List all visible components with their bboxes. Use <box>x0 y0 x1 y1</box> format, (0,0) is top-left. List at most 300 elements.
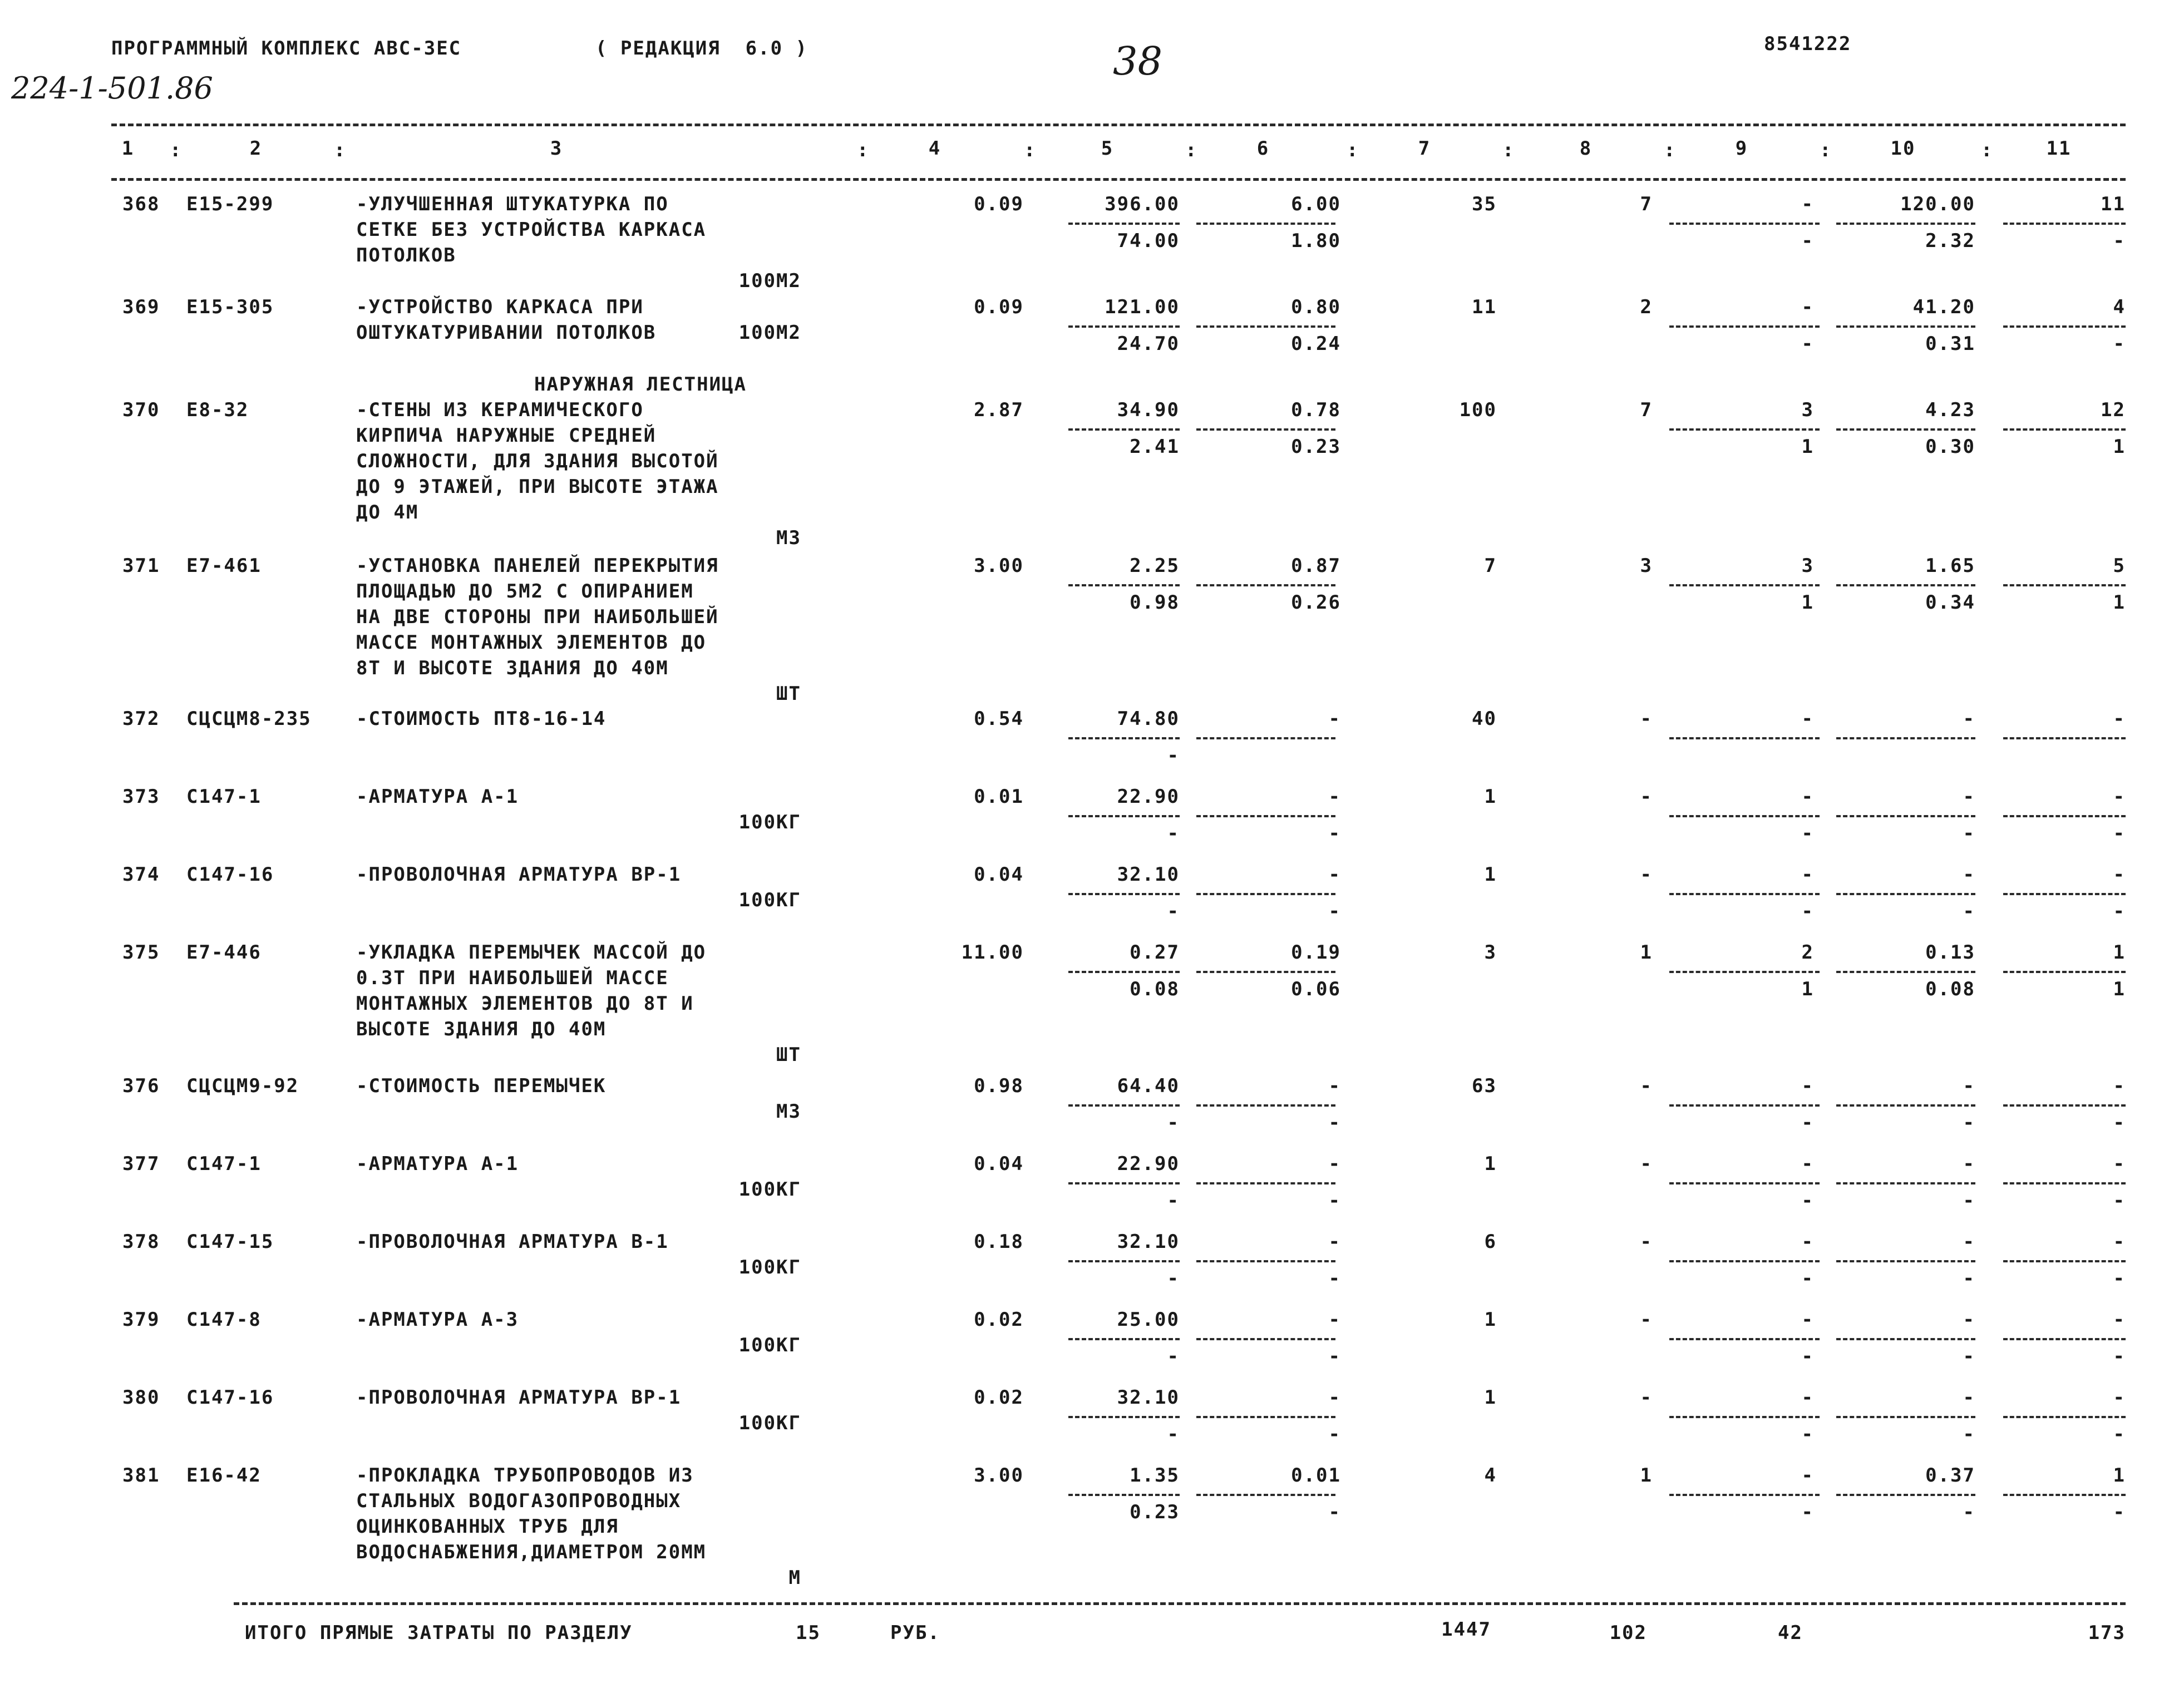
col6-secondary: 1.80 <box>1291 230 1341 252</box>
row-description-line: -ПРОКЛАДКА ТРУБОПРОВОДОВ ИЗ <box>356 1464 694 1487</box>
col7-value: 1 <box>1484 1153 1497 1175</box>
row-description-line: КИРПИЧА НАРУЖНЫЕ СРЕДНЕЙ <box>356 424 657 447</box>
cost-subrule <box>1068 428 1180 431</box>
row-description-line: -ПРОВОЛОЧНАЯ АРМАТУРА ВР-1 <box>356 1386 682 1409</box>
col4-value: 2.87 <box>974 399 1024 421</box>
col4-value: 3.00 <box>974 555 1024 577</box>
col9-secondary: 1 <box>1801 978 1814 1000</box>
row-number: 373 <box>122 786 160 808</box>
col6-value: - <box>1328 1231 1341 1253</box>
row-description-line: -АРМАТУРА А-1 <box>356 1153 519 1175</box>
col5-value: 32.10 <box>1117 1386 1180 1409</box>
col5-secondary: - <box>1167 822 1180 845</box>
cost-subrule <box>1836 428 1975 431</box>
col11-secondary: - <box>2113 822 2126 845</box>
column-header: 6 <box>1256 137 1270 160</box>
cost-subrule <box>1836 584 1975 586</box>
cost-subrule <box>1669 1416 1820 1418</box>
col9-value: - <box>1801 786 1814 808</box>
col4-value: 0.09 <box>974 193 1024 215</box>
row-code: СЦСЦМ8-235 <box>186 708 312 730</box>
col11-value: 11 <box>2101 193 2126 215</box>
col6-value: - <box>1328 1075 1341 1097</box>
row-number: 375 <box>122 941 160 964</box>
column-header: 3 <box>550 137 563 160</box>
col6-secondary: - <box>1328 1501 1341 1523</box>
col9-value: - <box>1801 708 1814 730</box>
col6-value: - <box>1328 1309 1341 1331</box>
col7-value: 1 <box>1484 1386 1497 1409</box>
col11-value: - <box>2113 1231 2126 1253</box>
row-unit: 100КГ <box>738 1334 801 1356</box>
col6-secondary: 0.06 <box>1291 978 1341 1000</box>
col10-secondary: 0.31 <box>1925 333 1975 355</box>
col6-value: 6.00 <box>1291 193 1341 215</box>
cost-subrule <box>2003 428 2126 431</box>
col10-value: - <box>1963 1153 1975 1175</box>
column-header: 11 <box>2046 137 2072 160</box>
col10-secondary: - <box>1963 1267 1975 1290</box>
col5-secondary: - <box>1167 1112 1180 1134</box>
column-header: 7 <box>1418 137 1431 160</box>
col7-value: 1 <box>1484 863 1497 886</box>
col11-secondary: - <box>2113 1112 2126 1134</box>
col5-secondary: 74.00 <box>1117 230 1180 252</box>
row-description-line: СТАЛЬНЫХ ВОДОГАЗОПРОВОДНЫХ <box>356 1490 682 1512</box>
cost-subrule <box>1836 737 1975 739</box>
row-description-line: -СТЕНЫ ИЗ КЕРАМИЧЕСКОГО <box>356 399 644 421</box>
cost-subrule <box>1196 1260 1335 1262</box>
header-rule-top <box>111 124 2126 126</box>
col10-value: 41.20 <box>1912 296 1975 318</box>
column-separator: : <box>1502 139 1514 161</box>
col9-value: - <box>1801 1153 1814 1175</box>
column-separator: : <box>334 139 346 161</box>
col5-secondary: - <box>1167 1267 1180 1290</box>
row-code: Е7-461 <box>186 555 262 577</box>
col5-secondary: 0.98 <box>1130 591 1180 614</box>
cost-subrule <box>1196 971 1335 973</box>
col6-value: 0.80 <box>1291 296 1341 318</box>
col5-secondary: - <box>1167 1189 1180 1212</box>
col5-value: 0.27 <box>1130 941 1180 964</box>
col10-secondary: - <box>1963 1501 1975 1523</box>
cost-subrule <box>1836 1338 1975 1340</box>
col5-value: 22.90 <box>1117 786 1180 808</box>
row-unit: ШТ <box>776 1044 801 1066</box>
col6-secondary: 0.23 <box>1291 436 1341 458</box>
row-number: 380 <box>122 1386 160 1409</box>
cost-subrule <box>1836 971 1975 973</box>
col5-value: 121.00 <box>1105 296 1180 318</box>
row-description-line: -СТОИМОСТЬ ПТ8-16-14 <box>356 708 607 730</box>
col11-value: - <box>2113 1075 2126 1097</box>
col5-secondary: 0.08 <box>1130 978 1180 1000</box>
col5-secondary: 0.23 <box>1130 1501 1180 1523</box>
row-unit: М3 <box>776 527 801 549</box>
cost-subrule <box>1836 1416 1975 1418</box>
col10-secondary: 2.32 <box>1925 230 1975 252</box>
col9-value: - <box>1801 1464 1814 1487</box>
col6-secondary: - <box>1328 1267 1341 1290</box>
cost-subrule <box>1196 1494 1335 1496</box>
col10-value: 1.65 <box>1925 555 1975 577</box>
col5-value: 32.10 <box>1117 1231 1180 1253</box>
column-separator: : <box>1185 139 1197 161</box>
row-unit: 100КГ <box>738 811 801 833</box>
row-description-line: -СТОИМОСТЬ ПЕРЕМЫЧЕК <box>356 1075 607 1097</box>
cost-subrule <box>1836 223 1975 225</box>
col10-secondary: - <box>1963 1423 1975 1445</box>
col9-secondary: - <box>1801 333 1814 355</box>
row-number: 370 <box>122 399 160 421</box>
row-description-line: -УСТРОЙСТВО КАРКАСА ПРИ <box>356 296 644 318</box>
cost-subrule <box>1669 1494 1820 1496</box>
row-code: СЦСЦМ9-92 <box>186 1075 299 1097</box>
col6-value: - <box>1328 1386 1341 1409</box>
column-header: 4 <box>928 137 941 160</box>
col11-secondary: - <box>2113 900 2126 922</box>
col4-value: 0.04 <box>974 1153 1024 1175</box>
col8-value: 7 <box>1640 399 1653 421</box>
cost-subrule <box>1196 1416 1335 1418</box>
cost-subrule <box>1669 893 1820 895</box>
column-separator: : <box>1664 139 1675 161</box>
col8-value: 1 <box>1640 941 1653 964</box>
col9-value: - <box>1801 193 1814 215</box>
col11-value: - <box>2113 708 2126 730</box>
row-description-line: МАССЕ МОНТАЖНЫХ ЭЛЕМЕНТОВ ДО <box>356 631 707 654</box>
total-rule-top <box>234 1602 2126 1605</box>
col6-value: - <box>1328 708 1341 730</box>
col5-value: 396.00 <box>1105 193 1180 215</box>
col9-secondary: - <box>1801 1189 1814 1212</box>
cost-subrule <box>1196 893 1335 895</box>
col5-value: 74.80 <box>1117 708 1180 730</box>
row-unit: 100КГ <box>738 1256 801 1278</box>
cost-subrule <box>1068 1494 1180 1496</box>
total-section: 15 <box>796 1622 821 1644</box>
cost-subrule <box>1669 1182 1820 1184</box>
col9-value: - <box>1801 1309 1814 1331</box>
col11-value: 1 <box>2113 941 2126 964</box>
cost-subrule <box>1196 815 1335 817</box>
col10-value: 0.13 <box>1925 941 1975 964</box>
row-number: 369 <box>122 296 160 318</box>
cost-subrule <box>1068 325 1180 328</box>
cost-subrule <box>2003 1494 2126 1496</box>
cost-subrule <box>1068 1338 1180 1340</box>
col6-secondary: - <box>1328 1189 1341 1212</box>
col6-secondary: - <box>1328 1345 1341 1368</box>
cost-subrule <box>1196 428 1335 431</box>
col5-secondary: - <box>1167 1423 1180 1445</box>
total-currency: РУБ. <box>890 1622 940 1644</box>
row-code: Е8-32 <box>186 399 249 421</box>
cost-subrule <box>1669 428 1820 431</box>
column-separator: : <box>1981 139 1993 161</box>
col11-value: 12 <box>2101 399 2126 421</box>
col7-value: 40 <box>1472 708 1497 730</box>
col5-value: 22.90 <box>1117 1153 1180 1175</box>
row-unit: 100КГ <box>738 889 801 911</box>
row-code: С147-16 <box>186 863 274 886</box>
row-number: 372 <box>122 708 160 730</box>
cost-subrule <box>1068 223 1180 225</box>
col7-value: 6 <box>1484 1231 1497 1253</box>
col11-value: - <box>2113 786 2126 808</box>
cost-subrule <box>1836 1260 1975 1262</box>
column-header: 8 <box>1579 137 1593 160</box>
col9-value: - <box>1801 863 1814 886</box>
cost-subrule <box>2003 223 2126 225</box>
col6-secondary: - <box>1328 900 1341 922</box>
row-description-line: МОНТАЖНЫХ ЭЛЕМЕНТОВ ДО 8Т И <box>356 993 694 1015</box>
col11-value: 5 <box>2113 555 2126 577</box>
col6-value: - <box>1328 786 1341 808</box>
col6-secondary: 0.26 <box>1291 591 1341 614</box>
cost-subrule <box>2003 1338 2126 1340</box>
col10-secondary: - <box>1963 1189 1975 1212</box>
column-header: 1 <box>121 137 135 160</box>
cost-subrule <box>1669 1338 1820 1340</box>
col8-value: 7 <box>1640 193 1653 215</box>
col10-value: 0.37 <box>1925 1464 1975 1487</box>
section-heading: НАРУЖНАЯ ЛЕСТНИЦА <box>534 373 747 396</box>
col4-value: 0.04 <box>974 863 1024 886</box>
row-unit: 100М2 <box>738 322 801 344</box>
program-title: ПРОГРАММНЫЙ КОМПЛЕКС АВС-ЗЕС <box>111 37 462 60</box>
page-number: 38 <box>1113 38 1163 84</box>
cost-subrule <box>1669 1104 1820 1107</box>
row-unit: 100КГ <box>738 1178 801 1201</box>
col10-value: - <box>1963 1309 1975 1331</box>
row-code: С147-1 <box>186 786 262 808</box>
column-separator: : <box>1024 139 1036 161</box>
col10-value: - <box>1963 1075 1975 1097</box>
col4-value: 0.18 <box>974 1231 1024 1253</box>
cost-subrule <box>2003 893 2126 895</box>
row-unit: 100КГ <box>738 1412 801 1434</box>
column-separator: : <box>170 139 181 161</box>
col5-secondary: - <box>1167 1345 1180 1368</box>
cost-subrule <box>1669 223 1820 225</box>
col11-secondary: 1 <box>2113 978 2126 1000</box>
row-number: 376 <box>122 1075 160 1097</box>
col4-value: 3.00 <box>974 1464 1024 1487</box>
cost-subrule <box>1196 223 1335 225</box>
col10-value: - <box>1963 708 1975 730</box>
cost-subrule <box>1669 1260 1820 1262</box>
row-code: С147-16 <box>186 1386 274 1409</box>
col11-value: 1 <box>2113 1464 2126 1487</box>
total-col8: 102 <box>1609 1622 1647 1644</box>
cost-subrule <box>2003 815 2126 817</box>
col6-value: - <box>1328 863 1341 886</box>
column-header: 5 <box>1101 137 1114 160</box>
col11-value: - <box>2113 1309 2126 1331</box>
row-description-line: СЛОЖНОСТИ, ДЛЯ ЗДАНИЯ ВЫСОТОЙ <box>356 450 719 472</box>
row-unit: ШТ <box>776 683 801 705</box>
col5-value: 25.00 <box>1117 1309 1180 1331</box>
col11-secondary: - <box>2113 1267 2126 1290</box>
col4-value: 11.00 <box>961 941 1024 964</box>
col8-value: - <box>1640 1309 1653 1331</box>
col7-value: 4 <box>1484 1464 1497 1487</box>
cost-subrule <box>1196 1182 1335 1184</box>
row-description-line: -ПРОВОЛОЧНАЯ АРМАТУРА В-1 <box>356 1231 669 1253</box>
col10-secondary: - <box>1963 1112 1975 1134</box>
col9-value: 2 <box>1801 941 1814 964</box>
column-header: 10 <box>1890 137 1916 160</box>
col5-value: 34.90 <box>1117 399 1180 421</box>
col9-secondary: - <box>1801 822 1814 845</box>
row-description-line: ОШТУКАТУРИВАНИИ ПОТОЛКОВ <box>356 322 657 344</box>
column-header: 2 <box>249 137 263 160</box>
row-code: Е15-299 <box>186 193 274 215</box>
col8-value: - <box>1640 1153 1653 1175</box>
col6-value: 0.19 <box>1291 941 1341 964</box>
col8-value: - <box>1640 1386 1653 1409</box>
row-number: 374 <box>122 863 160 886</box>
col8-value: - <box>1640 863 1653 886</box>
col11-secondary: 1 <box>2113 436 2126 458</box>
cost-subrule <box>1836 893 1975 895</box>
col6-value: 0.01 <box>1291 1464 1341 1487</box>
row-number: 381 <box>122 1464 160 1487</box>
row-description-line: ВЫСОТЕ ЗДАНИЯ ДО 40М <box>356 1018 607 1040</box>
col11-value: 4 <box>2113 296 2126 318</box>
cost-subrule <box>2003 1104 2126 1107</box>
cost-subrule <box>1669 325 1820 328</box>
row-code: Е15-305 <box>186 296 274 318</box>
total-col9: 42 <box>1778 1622 1803 1644</box>
row-unit: М <box>788 1567 801 1589</box>
cost-subrule <box>1196 584 1335 586</box>
col7-value: 7 <box>1484 555 1497 577</box>
row-unit: 100М2 <box>738 270 801 292</box>
col9-secondary: - <box>1801 900 1814 922</box>
cost-subrule <box>1836 1104 1975 1107</box>
cost-subrule <box>1068 1182 1180 1184</box>
col9-value: - <box>1801 1386 1814 1409</box>
col8-value: - <box>1640 708 1653 730</box>
col10-value: - <box>1963 863 1975 886</box>
row-code: С147-15 <box>186 1231 274 1253</box>
row-description-line: -УКЛАДКА ПЕРЕМЫЧЕК МАССОЙ ДО <box>356 941 707 964</box>
row-description-line: 0.3Т ПРИ НАИБОЛЬШЕЙ МАССЕ <box>356 967 669 989</box>
col4-value: 0.54 <box>974 708 1024 730</box>
cost-subrule <box>1068 584 1180 586</box>
col9-value: 3 <box>1801 399 1814 421</box>
col9-secondary: - <box>1801 1267 1814 1290</box>
col9-secondary: - <box>1801 1423 1814 1445</box>
col7-value: 11 <box>1472 296 1497 318</box>
cost-subrule <box>1068 893 1180 895</box>
row-code: С147-1 <box>186 1153 262 1175</box>
row-description-line: -УЛУЧШЕННАЯ ШТУКАТУРКА ПО <box>356 193 669 215</box>
col7-value: 100 <box>1459 399 1497 421</box>
row-number: 378 <box>122 1231 160 1253</box>
cost-subrule <box>2003 971 2126 973</box>
cost-subrule <box>1836 325 1975 328</box>
col6-secondary: - <box>1328 1112 1341 1134</box>
col4-value: 0.09 <box>974 296 1024 318</box>
col9-secondary: 1 <box>1801 591 1814 614</box>
col10-value: - <box>1963 1231 1975 1253</box>
col6-value: 0.78 <box>1291 399 1341 421</box>
cost-subrule <box>2003 1182 2126 1184</box>
cost-subrule <box>1836 815 1975 817</box>
col5-value: 2.25 <box>1130 555 1180 577</box>
row-code: Е7-446 <box>186 941 262 964</box>
col9-secondary: - <box>1801 1501 1814 1523</box>
column-header: 9 <box>1735 137 1748 160</box>
total-col11: 173 <box>2088 1622 2126 1644</box>
col11-secondary: 1 <box>2113 591 2126 614</box>
col9-secondary: - <box>1801 1112 1814 1134</box>
col4-value: 0.02 <box>974 1309 1024 1331</box>
cost-subrule <box>1068 1260 1180 1262</box>
col8-value: 2 <box>1640 296 1653 318</box>
row-code: С147-8 <box>186 1309 262 1331</box>
col10-value: - <box>1963 786 1975 808</box>
col8-value: 3 <box>1640 555 1653 577</box>
cost-subrule <box>1669 584 1820 586</box>
col6-secondary: - <box>1328 822 1341 845</box>
cost-subrule <box>2003 325 2126 328</box>
row-code: Е16-42 <box>186 1464 262 1487</box>
cost-subrule <box>1068 1416 1180 1418</box>
row-description-line: НА ДВЕ СТОРОНЫ ПРИ НАИБОЛЬШЕЙ <box>356 606 719 628</box>
col7-value: 1 <box>1484 1309 1497 1331</box>
col7-value: 35 <box>1472 193 1497 215</box>
row-description-line: СЕТКЕ БЕЗ УСТРОЙСТВА КАРКАСА <box>356 219 707 241</box>
edition-label: ( РЕДАКЦИЯ 6.0 ) <box>595 37 808 60</box>
row-description-line: ДО 4М <box>356 501 419 524</box>
col8-value: - <box>1640 1231 1653 1253</box>
col4-value: 0.01 <box>974 786 1024 808</box>
col9-value: - <box>1801 1231 1814 1253</box>
cost-subrule <box>1068 971 1180 973</box>
col5-value: 32.10 <box>1117 863 1180 886</box>
cost-subrule <box>1669 737 1820 739</box>
row-unit: М3 <box>776 1100 801 1123</box>
column-separator: : <box>857 139 869 161</box>
col10-secondary: 0.08 <box>1925 978 1975 1000</box>
col5-value: 1.35 <box>1130 1464 1180 1487</box>
col11-secondary: - <box>2113 230 2126 252</box>
row-number: 371 <box>122 555 160 577</box>
col9-value: - <box>1801 296 1814 318</box>
total-col7: 1447 <box>1441 1618 1491 1641</box>
col10-secondary: - <box>1963 1345 1975 1368</box>
row-description-line: ОЦИНКОВАННЫХ ТРУБ ДЛЯ <box>356 1516 619 1538</box>
cost-subrule <box>1669 971 1820 973</box>
handwritten-reference: 224-1-501.86 <box>11 71 213 106</box>
cost-subrule <box>1068 815 1180 817</box>
col11-secondary: - <box>2113 1189 2126 1212</box>
col5-value: 64.40 <box>1117 1075 1180 1097</box>
col11-secondary: - <box>2113 1345 2126 1368</box>
cost-subrule <box>1068 1104 1180 1107</box>
col6-value: 0.87 <box>1291 555 1341 577</box>
col8-value: - <box>1640 786 1653 808</box>
col11-value: - <box>2113 1386 2126 1409</box>
col11-secondary: - <box>2113 1501 2126 1523</box>
col11-value: - <box>2113 863 2126 886</box>
col10-value: 120.00 <box>1900 193 1975 215</box>
